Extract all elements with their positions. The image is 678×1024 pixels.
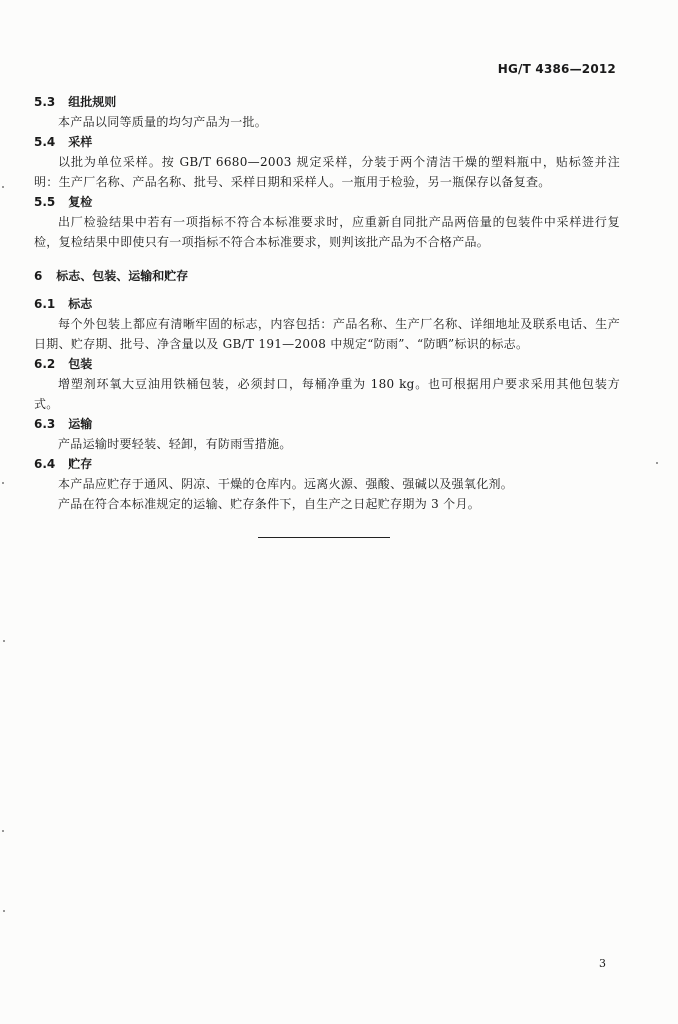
- section-6-4-heading: [34, 454, 620, 474]
- scan-artifact: [2, 830, 4, 832]
- end-of-standard-rule: [258, 537, 390, 538]
- section-6-1-heading: [34, 294, 620, 314]
- page-number: 3: [599, 957, 606, 970]
- section-number: 6.1: [34, 297, 56, 311]
- scan-artifact: [2, 186, 4, 188]
- standard-code-header: HG/T 4386—2012: [497, 62, 616, 76]
- section-number: 6.3: [34, 417, 56, 431]
- section-6-heading: [34, 266, 620, 286]
- section-5-4-paragraph: 以批为单位采样。按 GB/T 6680—2003 规定采样，分装于两个清洁干燥的塑料瓶中，贴标签并注明：生产厂名称、产品名称、批号、采样日期和采样人。一瓶用于检验，另一瓶保存以备复查。: [34, 155, 620, 189]
- scan-artifact: [2, 482, 4, 484]
- section-number: 6: [34, 269, 43, 283]
- section-number: 5.5: [34, 195, 56, 209]
- section-6-3-heading: [34, 414, 620, 434]
- scan-artifact: [3, 910, 5, 912]
- section-title: 标志: [68, 297, 93, 311]
- section-6-4-paragraph-2: 产品在符合本标准规定的运输、贮存条件下，自生产之日起贮存期为 3 个月。: [58, 497, 481, 511]
- section-6-2-heading: [34, 354, 620, 374]
- section-number: 6.2: [34, 357, 56, 371]
- section-number: 6.4: [34, 457, 56, 471]
- section-5-4-heading: [34, 132, 620, 152]
- scan-artifact: [656, 462, 658, 464]
- section-5-3-paragraph: 本产品以同等质量的均匀产品为一批。: [58, 115, 268, 129]
- section-title: 标志、包装、运输和贮存: [56, 269, 189, 283]
- section-title: 运输: [68, 417, 93, 431]
- section-title: 组批规则: [68, 95, 117, 109]
- section-number: 5.4: [34, 135, 56, 149]
- section-6-4-paragraph-1: 本产品应贮存于通风、阴凉、干燥的仓库内。远离火源、强酸、强碱以及强氧化剂。: [58, 477, 514, 491]
- scan-artifact: [3, 640, 5, 642]
- section-title: 包装: [68, 357, 93, 371]
- section-title: 复检: [68, 195, 93, 209]
- section-6-1-paragraph: 每个外包装上都应有清晰牢固的标志，内容包括：产品名称、生产厂名称、详细地址及联系电话、生产日期、贮存期、批号、净含量以及 GB/T 191—2008 中规定“防雨”、“防晒”标识的标志。: [34, 317, 620, 351]
- section-6-2-paragraph: 增塑剂环氧大豆油用铁桶包装，必须封口，每桶净重为 180 kg。也可根据用户要求采用其他包装方式。: [34, 377, 620, 411]
- section-5-5-heading: [34, 192, 620, 212]
- section-number: 5.3: [34, 95, 56, 109]
- section-5-3-heading: [34, 92, 620, 112]
- section-6-3-paragraph: 产品运输时要轻装、轻卸，有防雨雪措施。: [58, 437, 292, 451]
- document-body: [34, 92, 620, 514]
- section-title: 采样: [68, 135, 93, 149]
- section-5-5-paragraph: 出厂检验结果中若有一项指标不符合本标准要求时，应重新自同批产品两倍量的包装件中采样进行复检，复检结果中即使只有一项指标不符合本标准要求，则判该批产品为不合格产品。: [34, 215, 620, 249]
- section-title: 贮存: [68, 457, 93, 471]
